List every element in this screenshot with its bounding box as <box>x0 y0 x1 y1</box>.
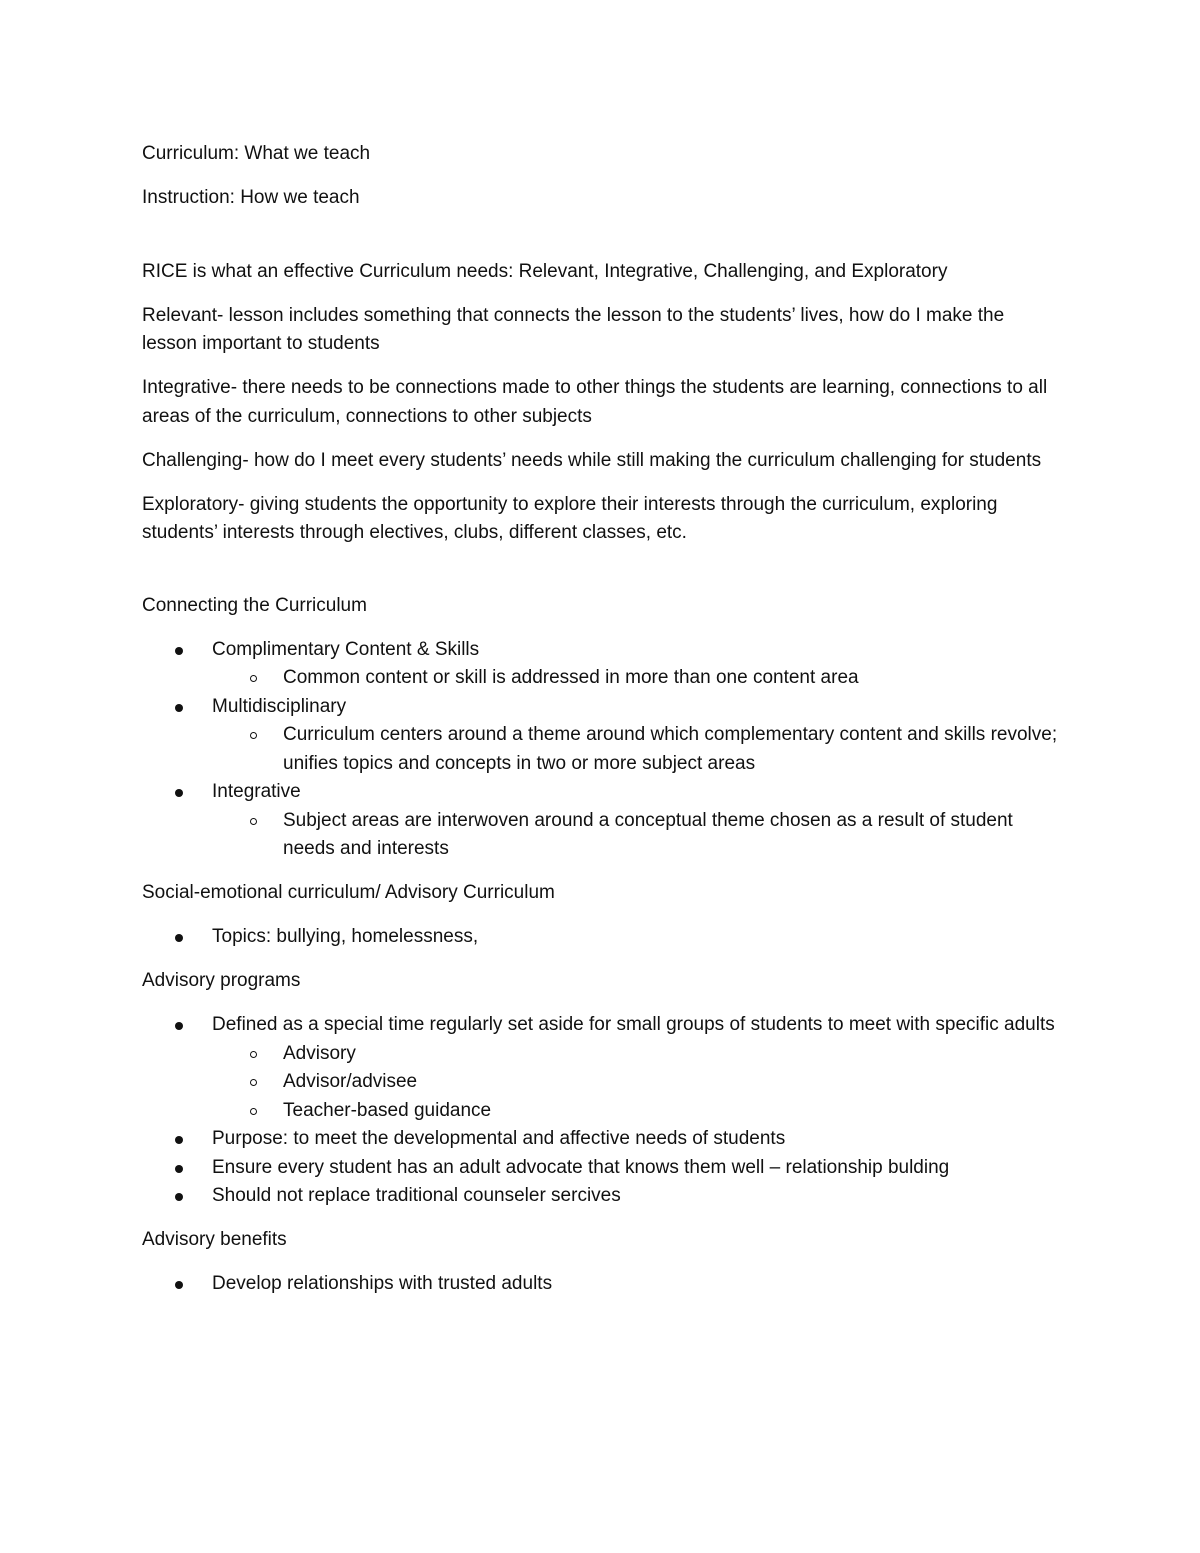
list-item-label: Purpose: to meet the developmental and affective needs of students <box>212 1128 786 1149</box>
sub-list-item-label: Curriculum centers around a theme around which complementary content and skills revolve; unifies topics and concepts in two or more subject areas <box>283 724 1058 774</box>
benefits-list <box>142 1270 1062 1299</box>
list-item-label: Develop relationships with trusted adults <box>212 1273 553 1294</box>
instruction-definition: Instruction: How we teach <box>142 187 360 208</box>
advisory-list <box>142 1011 1062 1211</box>
exploratory-paragraph: Exploratory- giving students the opportunity to explore their interests through the curriculum, exploring students’ interests through electives, clubs, different classes, etc. <box>142 493 998 543</box>
sub-list <box>212 807 1062 864</box>
connecting-heading: Connecting the Curriculum <box>142 594 367 616</box>
list-item <box>142 1270 1062 1299</box>
sub-list-item-label: Teacher-based guidance <box>283 1099 492 1121</box>
sub-list-item <box>212 1068 1062 1097</box>
sub-list-item <box>212 1040 1062 1069</box>
advisory-heading: Advisory programs <box>142 970 301 991</box>
sub-list-item <box>212 664 1062 693</box>
connecting-list <box>142 636 1062 864</box>
bullet-icon <box>175 1165 183 1173</box>
challenging-paragraph: Challenging- how do I meet every students’ needs while still making the curriculum challenging for students <box>142 449 1042 471</box>
bullet-icon <box>175 934 183 942</box>
hollow-bullet-icon <box>250 818 257 825</box>
document-body <box>142 140 1062 1314</box>
sub-list-item-label: Subject areas are interwoven around a conceptual theme chosen as a result of student needs and interests <box>283 809 1013 859</box>
list-item <box>142 1182 1062 1211</box>
hollow-bullet-icon <box>250 675 257 682</box>
sub-list <box>212 721 1062 778</box>
list-item <box>142 636 1062 693</box>
sub-list-item-label: Advisory <box>283 1042 356 1064</box>
list-item-label: Ensure every student has an adult advocate that knows them well – relationship bulding <box>212 1156 950 1178</box>
bullet-icon <box>175 647 183 655</box>
sub-list-item <box>212 807 1062 864</box>
list-item <box>142 693 1062 779</box>
hollow-bullet-icon <box>250 1051 257 1058</box>
social-list <box>142 923 1062 952</box>
integrative-paragraph: Integrative- there needs to be connections made to other things the students are learning, connections to all areas of the curriculum, connections to other subjects <box>142 377 1048 427</box>
rice-intro: RICE is what an effective Curriculum needs: Relevant, Integrative, Challenging, and Exploratory <box>142 260 948 282</box>
bullet-icon <box>175 1193 183 1201</box>
hollow-bullet-icon <box>250 1108 257 1115</box>
list-item-label: Defined as a special time regularly set aside for small groups of students to meet with specific adults <box>212 1014 1055 1035</box>
list-item-label: Multidisciplinary <box>212 695 347 717</box>
bullet-icon <box>175 789 183 797</box>
sub-list-item-label: Advisor/advisee <box>283 1071 418 1092</box>
list-item-label: Integrative <box>212 781 301 802</box>
bullet-icon <box>175 1136 183 1144</box>
relevant-paragraph: Relevant- lesson includes something that connects the lesson to the students’ lives, how do I make the lesson important to students <box>142 304 1005 354</box>
list-item <box>142 1154 1062 1183</box>
sub-list-item-label: Common content or skill is addressed in more than one content area <box>283 667 859 688</box>
curriculum-definition: Curriculum: What we teach <box>142 143 371 164</box>
bullet-icon <box>175 704 183 712</box>
hollow-bullet-icon <box>250 732 257 739</box>
list-item <box>142 1011 1062 1125</box>
sub-list <box>212 1040 1062 1126</box>
list-item-label: Topics: bullying, homelessness, <box>212 926 479 947</box>
sub-list-item <box>212 721 1062 778</box>
bullet-icon <box>175 1022 183 1030</box>
list-item <box>142 778 1062 864</box>
sub-list-item <box>212 1097 1062 1126</box>
social-heading: Social-emotional curriculum/ Advisory Curriculum <box>142 882 555 903</box>
benefits-heading: Advisory benefits <box>142 1229 287 1250</box>
bullet-icon <box>175 1281 183 1289</box>
list-item <box>142 923 1062 952</box>
list-item-label: Complimentary Content & Skills <box>212 638 480 660</box>
list-item-label: Should not replace traditional counseler sercives <box>212 1185 621 1206</box>
hollow-bullet-icon <box>250 1079 257 1086</box>
sub-list <box>212 664 1062 693</box>
list-item <box>142 1125 1062 1154</box>
